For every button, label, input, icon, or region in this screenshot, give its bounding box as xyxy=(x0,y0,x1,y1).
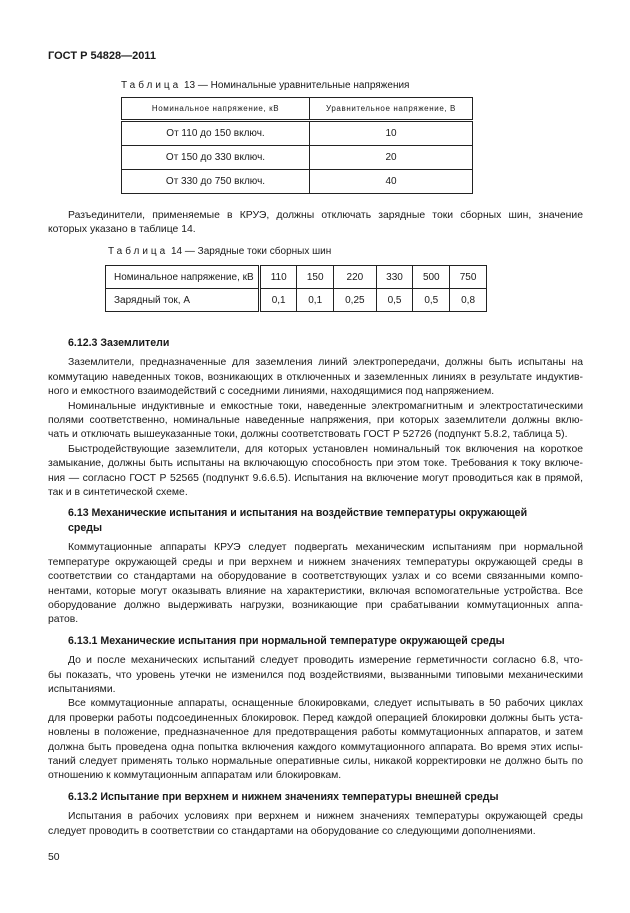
heading-line: 6.13 Механические испытания и испытания на воздействие температуры окружающей xyxy=(68,507,528,520)
table-cell: 0,5 xyxy=(376,289,413,312)
document-header: ГОСТ Р 54828—2011 xyxy=(48,50,156,62)
paragraph xyxy=(48,810,583,839)
text-line: Все коммутационные аппараты, оснащенные блокировками, следует испытывать в 50 рабочих циклах xyxy=(68,698,583,710)
text-line: соответствии со стандартами на оборудование в соответствующих узлах и со всеми связанными компо- xyxy=(48,571,583,583)
text-line: следует проводить в соответствии со стандартами на оборудование со следующими дополнениями. xyxy=(48,825,536,837)
table-cell: 110 xyxy=(260,266,297,289)
column-header: Номинальное напряжение, кВ xyxy=(122,98,310,121)
text-line: замыкание, должны быть испытаны на включающую способность при этом токе. Требования к току включе- xyxy=(48,458,583,470)
table-cell: От 330 до 750 включ. xyxy=(122,170,310,194)
text-line: коммутацию наведенных токов, возникающих в отключенных и заземленных линиях в результате индуктив- xyxy=(48,371,583,383)
column-header: Уравнительное напряжение, В xyxy=(310,98,473,121)
paragraph-disconnectors xyxy=(48,209,583,238)
section-heading xyxy=(48,506,583,535)
table-cell: 10 xyxy=(310,121,473,146)
caption-label: Таблица xyxy=(121,80,182,91)
table-14 xyxy=(105,265,487,312)
text-line: Разъединители, применяемые в КРУЭ, должны отключать зарядные токи сборных шин, значение xyxy=(68,210,583,221)
heading-line: 6.13.2 Испытание при верхнем и нижнем значениях температуры внешней среды xyxy=(68,790,499,803)
text-line: Заземлители, предназначенные для заземления линий электропередачи, должны быть испытаны на xyxy=(68,357,583,369)
text-line: испытаниями. xyxy=(48,683,116,695)
text-line: так и в синтетической схеме. xyxy=(48,487,188,499)
text-line: должна быть проведена одна попытка включения каждого коммутационного аппарата. Во время этих испы- xyxy=(48,741,583,753)
table-13 xyxy=(121,97,473,194)
text-line: оборудование должно выдерживать нагрузки, возникающие при срабатывании коммутационных аппа- xyxy=(48,599,583,611)
paragraph xyxy=(48,443,583,501)
text-line: Номинальные индуктивные и емкостные токи, наведенные электромагнитным и электростатическими xyxy=(68,400,583,412)
text-line: Испытания в рабочих условиях при верхнем и нижнем значениях температуры окружающей среды xyxy=(68,811,583,823)
text-line: чать и отключать вышеуказанные токи, должны соответствовать ГОСТ Р 52726 (подпункт 5.8.2, таблица 5). xyxy=(48,429,568,441)
text-line: температуре окружающей среды и при верхнем и нижнем значениях температуры окружающей среды в xyxy=(48,556,583,568)
table-cell: 0,5 xyxy=(413,289,450,312)
caption-title: 13 — Номинальные уравнительные напряжения xyxy=(181,80,410,91)
table-13-caption xyxy=(121,80,409,91)
heading-line: 6.13.1 Механические испытания при нормальной температуре окружающей среды xyxy=(68,634,505,647)
page-number: 50 xyxy=(48,852,60,863)
table-header-row xyxy=(122,98,473,121)
text-line: отношению к коммутационным аппаратам или блокировкам. xyxy=(48,770,342,782)
text-line: для проверки работы подсоединенных блокировок. Перед каждой операцией блокировки должны быть уста- xyxy=(48,712,583,724)
table-cell: 330 xyxy=(376,266,413,289)
text-line: таний следует применять только нормальные оперативные силы, никакой корректировки не должно быть по xyxy=(48,755,583,767)
row-label: Зарядный ток, А xyxy=(106,289,260,312)
text-line: ратов. xyxy=(48,614,79,626)
document-body xyxy=(48,336,583,839)
table-cell: 500 xyxy=(413,266,450,289)
table-cell: От 110 до 150 включ. xyxy=(122,121,310,146)
section-heading xyxy=(48,336,583,350)
table-cell: 750 xyxy=(450,266,487,289)
table-cell: 0,8 xyxy=(450,289,487,312)
heading-line: 6.12.3 Заземлители xyxy=(68,337,170,349)
table-14-caption xyxy=(108,246,331,257)
text-line: ного и емкостного взаимодействий с соседними линиями, находящимися под напряжением. xyxy=(48,386,495,398)
section-heading xyxy=(48,634,583,648)
paragraph xyxy=(48,356,583,399)
paragraph xyxy=(48,400,583,443)
paragraph xyxy=(48,541,583,627)
text-line: полями соответственно, номинальные наведенные напряжения, при которых заземлители должны вклю- xyxy=(48,415,583,427)
table-cell: 0,1 xyxy=(260,289,297,312)
text-line: ния — согласно ГОСТ Р 52565 (подпункт 9.6.6.5). Испытания на включение могут проводиться как в прямой, xyxy=(48,472,583,484)
table-row xyxy=(122,170,473,194)
table-row xyxy=(122,146,473,170)
table-row-voltage xyxy=(106,266,487,289)
text-line: нентами, которые могут оказывать влияние на характеристики, включая вспомогательные устройства. Все xyxy=(48,585,583,597)
table-row xyxy=(122,121,473,146)
text-line: Коммутационные аппараты КРУЭ следует подвергать механическим испытаниям при нормальной xyxy=(68,542,583,554)
table-cell: 220 xyxy=(334,266,377,289)
paragraph xyxy=(48,654,583,697)
table-cell: От 150 до 330 включ. xyxy=(122,146,310,170)
table-cell: 20 xyxy=(310,146,473,170)
section-heading xyxy=(48,790,583,804)
text-line: новлены в положение, предназначенное для предотвращения работы коммутационных аппаратов, и затем xyxy=(48,727,583,739)
text-line: которых указано в таблице 14. xyxy=(48,224,196,236)
table-cell: 0,25 xyxy=(334,289,377,312)
table-cell: 0,1 xyxy=(297,289,334,312)
heading-line: среды xyxy=(68,521,103,534)
table-cell: 40 xyxy=(310,170,473,194)
text-line: До и после механических испытаний следует проводить измерение герметичности согласно 6.8, что- xyxy=(68,655,583,667)
table-row-current xyxy=(106,289,487,312)
paragraph xyxy=(48,697,583,783)
table-cell: 150 xyxy=(297,266,334,289)
text-line: Быстродействующие заземлители, для которых установлен номинальный ток включения на короткое xyxy=(68,443,583,455)
caption-title: 14 — Зарядные токи сборных шин xyxy=(168,246,332,257)
text-line: бы показать, что уровень утечки не изменился под воздействиями, вызванными типовыми механическими xyxy=(48,669,583,681)
caption-label: Таблица xyxy=(108,246,169,257)
row-label: Номинальное напряжение, кВ xyxy=(106,266,260,289)
